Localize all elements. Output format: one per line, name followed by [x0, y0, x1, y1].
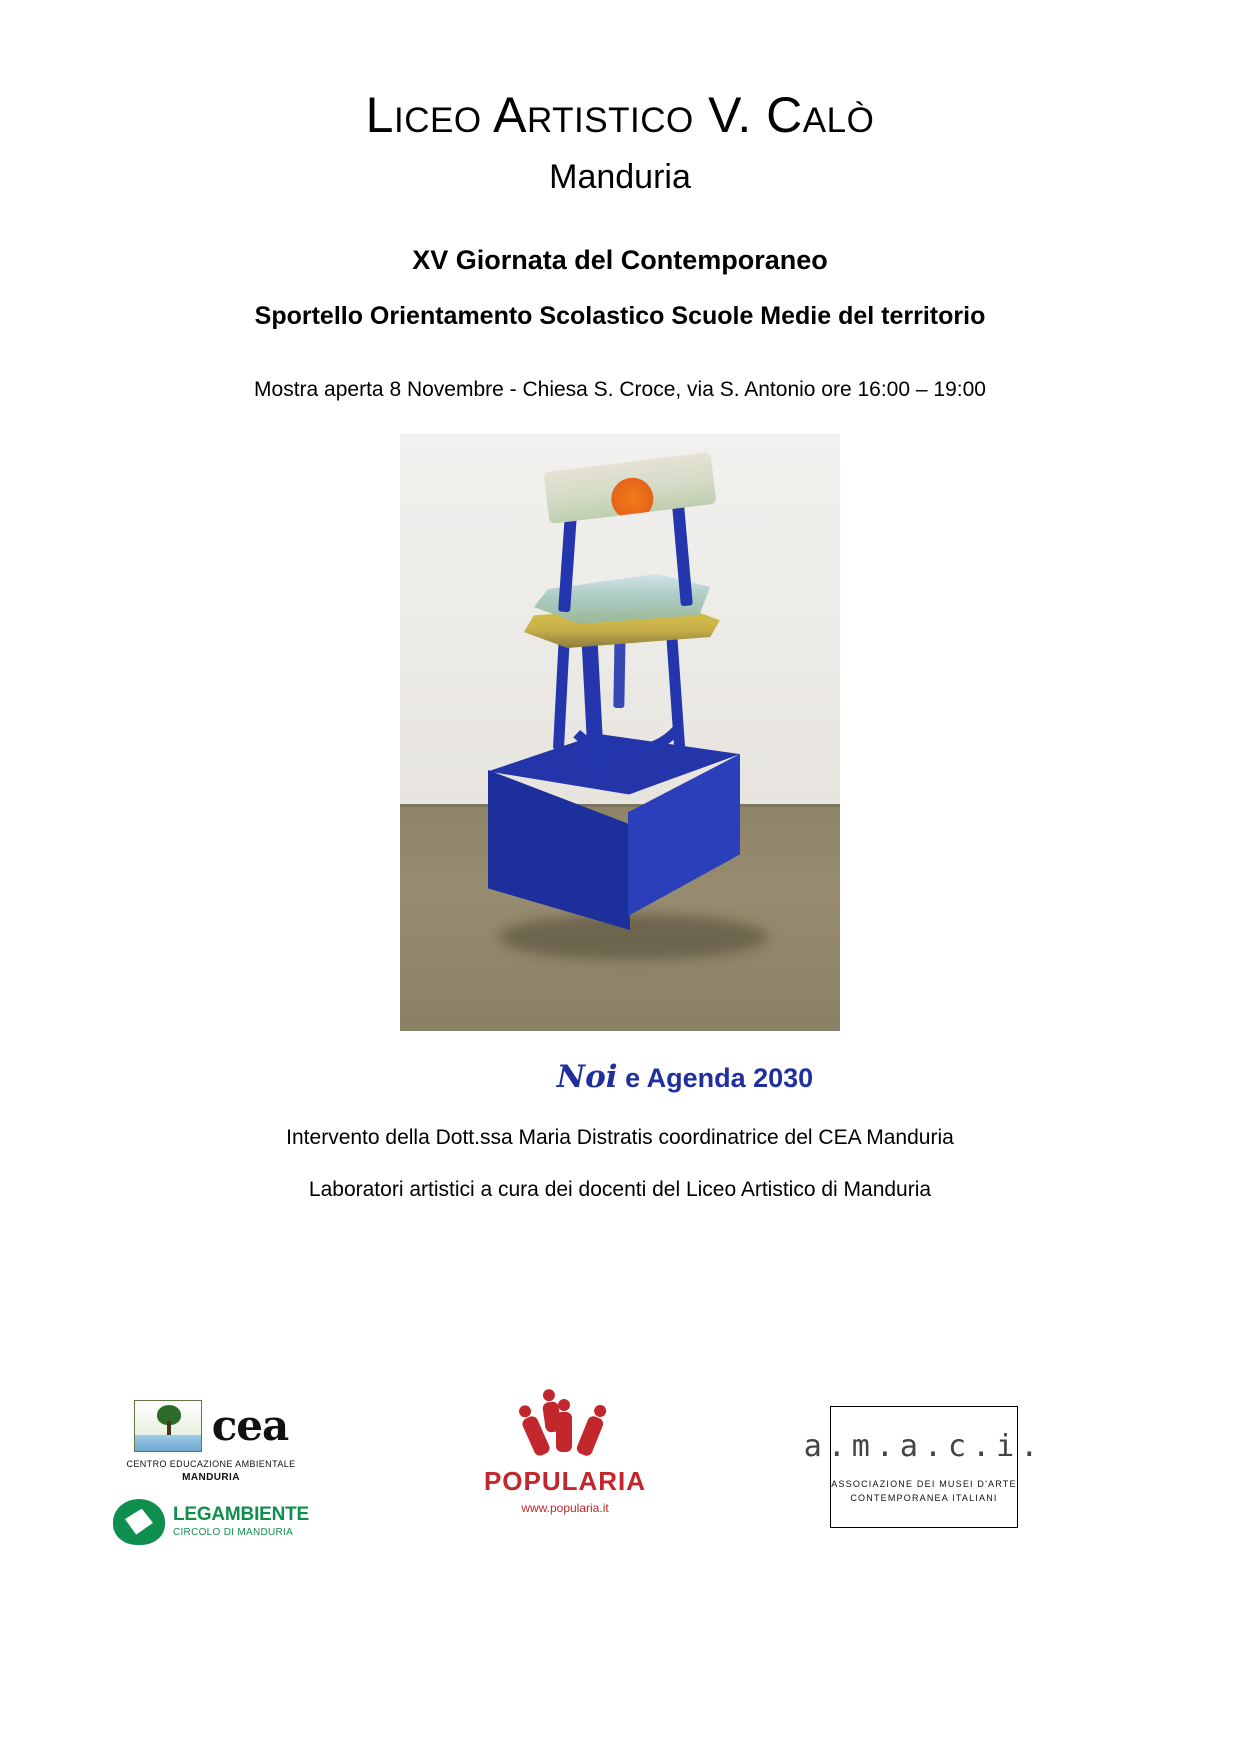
logo-strip — [0, 1400, 1240, 1600]
theme-tagline-rest: e Agenda 2030 — [617, 1062, 814, 1093]
pedestal-shadow — [498, 914, 768, 960]
cea-caption-line2: MANDURIA — [182, 1471, 240, 1483]
theme-tagline-word: Noi — [556, 1058, 618, 1095]
artwork-scene — [400, 434, 840, 1031]
dancing-figures-icon — [470, 1400, 660, 1462]
amaci-subtitle-line1: ASSOCIAZIONE DEI MUSEI D'ARTE — [831, 1479, 1017, 1489]
figure-icon-right — [575, 1414, 605, 1457]
page-title: Liceo Artistico V. Calò — [365, 87, 875, 143]
water-icon — [135, 1435, 201, 1451]
pedestal-front — [488, 770, 630, 930]
page-subtitle: Manduria — [549, 158, 691, 196]
cea-caption-line1: CENTRO EDUCAZIONE AMBIENTALE — [126, 1459, 296, 1469]
logo-amaci — [803, 1406, 1045, 1528]
cea-wordmark: cea — [211, 1401, 289, 1450]
amaci-subtitle — [831, 1478, 1016, 1505]
event-title: XV Giornata del Contemporaneo — [412, 245, 828, 276]
popularia-wordmark: POPULARIA — [483, 1466, 647, 1496]
painted-chair — [510, 456, 740, 776]
logo-cea — [96, 1400, 326, 1545]
credit-line-2: Laboratori artistici a cura dei docenti del Liceo Artistico di Manduria — [308, 1178, 932, 1202]
legambiente-subtitle: CIRCOLO DI MANDURIA — [172, 1527, 294, 1539]
tree-trunk-icon — [167, 1421, 171, 1435]
event-schedule: Mostra aperta 8 Novembre - Chiesa S. Croce, via S. Antonio ore 16:00 – 19:00 — [254, 377, 986, 401]
legambiente-lockup — [173, 1505, 309, 1538]
event-subtitle: Sportello Orientamento Scolastico Scuole Medie del territorio — [254, 301, 986, 330]
amaci-subtitle-line2: CONTEMPORANEA ITALIANI — [850, 1492, 998, 1503]
legambiente-wordmark: LEGAMBIENTE — [172, 1504, 310, 1526]
cea-lockup — [96, 1400, 326, 1452]
artwork-photo — [400, 434, 840, 1031]
tree-landscape-icon — [134, 1400, 202, 1452]
figure-icon-center — [556, 1412, 572, 1452]
poster-header — [0, 0, 1240, 196]
theme-tagline — [0, 1059, 1240, 1095]
logo-popularia — [470, 1400, 660, 1515]
amaci-wordmark: a.m.a.c.i. — [803, 1429, 1045, 1464]
logo-legambiente — [96, 1499, 326, 1545]
chair-backrest — [543, 452, 716, 524]
popularia-url[interactable]: www.popularia.it — [521, 1501, 609, 1515]
swan-icon — [113, 1499, 165, 1545]
credit-line-1: Intervento della Dott.ssa Maria Distratis coordinatrice del CEA Manduria — [286, 1125, 954, 1149]
cea-caption — [96, 1458, 326, 1485]
